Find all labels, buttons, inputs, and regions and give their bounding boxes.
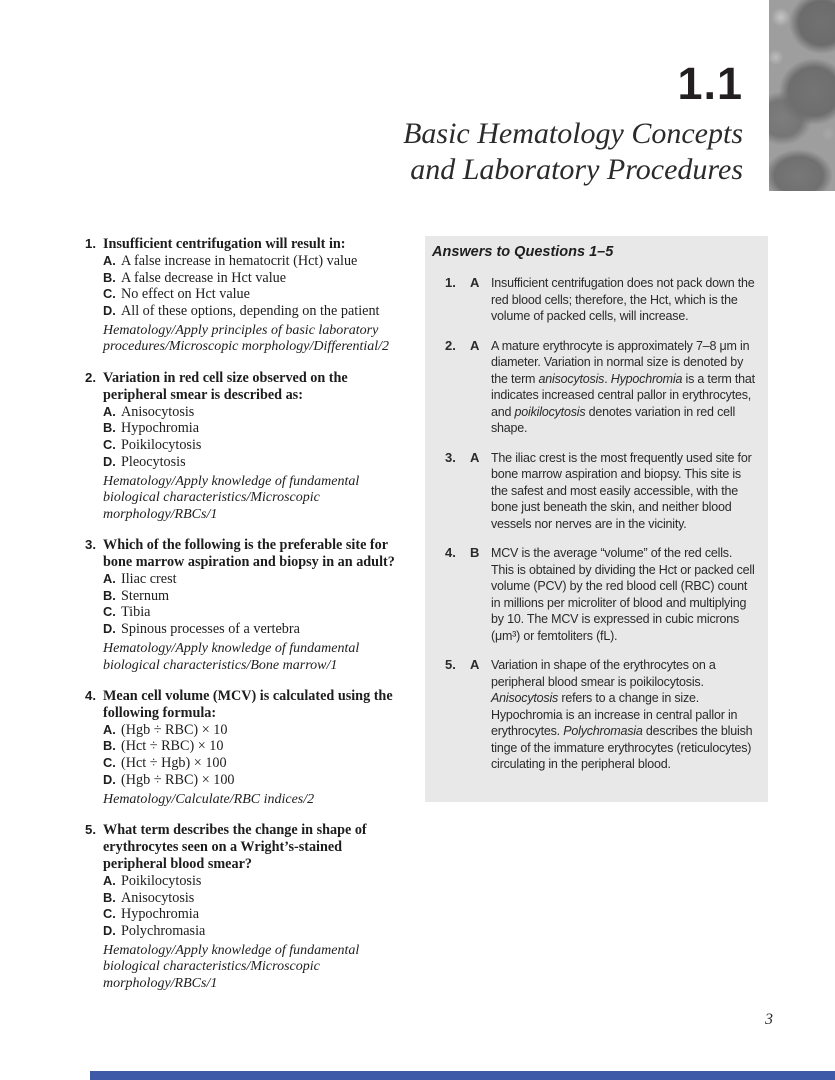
option-b xyxy=(85,420,402,437)
page-number: 3 xyxy=(765,1011,773,1028)
answer-5 xyxy=(445,657,756,773)
option-letter: A. xyxy=(103,570,116,586)
option-d xyxy=(85,923,402,940)
question-stem-text: Variation in red cell size observed on the peripheral smear is described as: xyxy=(103,369,348,403)
answer-number: 3. xyxy=(445,449,456,465)
option-text: Anisocytosis xyxy=(121,889,195,906)
question-number: 2. xyxy=(85,369,96,385)
option-text: (Hgb ÷ RBC) × 10 xyxy=(121,721,228,738)
option-text: Tibia xyxy=(121,604,151,621)
question-stem xyxy=(85,688,402,722)
answer-number: 4. xyxy=(445,545,456,560)
option-letter: D. xyxy=(103,453,116,469)
option-letter: D. xyxy=(103,621,116,637)
answer-4 xyxy=(445,545,756,644)
answer-number: 2. xyxy=(445,337,456,353)
answer-text: Insufficient centrifugation does not pack down the red blood cells; therefore, the Hct, which is the volume of packed cells, will increase. xyxy=(491,276,755,323)
option-b xyxy=(85,890,402,907)
question-classification: Hematology/Apply knowledge of fundamental biological characteristics/Microscopic morphology/RBCs/1 xyxy=(103,942,360,991)
option-c xyxy=(85,286,402,303)
option-c xyxy=(85,906,402,923)
option-c xyxy=(85,755,402,772)
option-a xyxy=(85,404,402,421)
option-b xyxy=(85,270,402,287)
option-text: Hypochromia xyxy=(121,420,200,437)
option-text: No effect on Hct value xyxy=(121,286,250,303)
option-letter: B. xyxy=(103,738,116,754)
option-letter: B. xyxy=(103,587,116,603)
option-letter: C. xyxy=(103,286,116,302)
answer-text: Variation in shape of the erythrocytes on a peripheral blood smear is poikilocytosis. Anisocytosis refers to a change in size. Hypochromia is an increase in central pallor in erythrocytes. Polychromasia describes the bluish tinge of the immature erythrocytes (reticulocytes) circulating in the peripheral blood. xyxy=(491,658,753,771)
option-letter: C. xyxy=(103,604,116,620)
question-5 xyxy=(85,822,402,992)
answer-1 xyxy=(445,275,756,325)
answer-3 xyxy=(445,450,756,533)
option-text: Poikilocytosis xyxy=(121,872,202,889)
option-text: (Hct ÷ RBC) × 10 xyxy=(121,738,224,755)
question-4 xyxy=(85,688,402,808)
content-columns xyxy=(85,236,791,1006)
option-letter: D. xyxy=(103,772,116,788)
option-text: Pleocytosis xyxy=(121,453,186,470)
option-letter: B. xyxy=(103,889,116,905)
answer-number: 5. xyxy=(445,657,456,672)
option-letter: C. xyxy=(103,906,116,922)
option-text: Poikilocytosis xyxy=(121,437,202,454)
option-letter: A. xyxy=(103,872,116,888)
question-stem xyxy=(85,822,402,872)
option-letter: B. xyxy=(103,269,116,285)
option-letter: D. xyxy=(103,303,116,319)
answers-panel xyxy=(425,236,768,802)
question-classification: Hematology/Apply knowledge of fundamental biological characteristics/Microscopic morphology/RBCs/1 xyxy=(103,473,360,522)
option-d xyxy=(85,772,402,789)
question-number: 5. xyxy=(85,822,96,838)
chapter-number: 1.1 xyxy=(677,58,743,109)
question-stem xyxy=(85,370,402,404)
option-text: Polychromasia xyxy=(121,923,206,940)
option-a xyxy=(85,253,402,270)
questions-column xyxy=(85,236,425,1006)
option-c xyxy=(85,604,402,621)
option-letter: D. xyxy=(103,923,116,939)
question-2 xyxy=(85,370,402,523)
chapter-header xyxy=(403,60,743,188)
option-b xyxy=(85,738,402,755)
option-letter: A. xyxy=(103,403,116,419)
question-classification: Hematology/Apply knowledge of fundamental biological characteristics/Bone marrow/1 xyxy=(103,641,360,673)
option-b xyxy=(85,588,402,605)
option-d xyxy=(85,621,402,638)
option-text: All of these options, depending on the patient xyxy=(121,303,380,320)
option-text: (Hgb ÷ RBC) × 100 xyxy=(121,772,235,789)
question-classification: Hematology/Apply principles of basic laboratory procedures/Microscopic morphology/Differential/2 xyxy=(103,322,390,355)
question-stem-text: Mean cell volume (MCV) is calculated using the following formula: xyxy=(103,688,393,721)
answer-letter: A xyxy=(470,449,480,465)
answer-letter: A xyxy=(470,337,480,353)
answers-heading: Answers to Questions 1–5 xyxy=(432,244,614,260)
answer-letter: B xyxy=(470,545,480,560)
option-text: (Hct ÷ Hgb) × 100 xyxy=(121,755,227,772)
question-stem xyxy=(85,236,402,253)
answer-letter: A xyxy=(470,657,480,672)
question-stem xyxy=(85,537,402,571)
answer-text: MCV is the average “volume” of the red cells. This is obtained by dividing the Hct or packed cell volume (PCV) by the red blood cell (RBC) count in millions per microliter of blood and multiplying by 10. The MCV is expressed in cubic microns (μm³) or femtoliters (fL). xyxy=(491,546,755,643)
answer-number: 1. xyxy=(445,275,456,290)
question-stem-text: Insufficient centrifugation will result in: xyxy=(103,236,346,252)
option-text: Anisocytosis xyxy=(121,403,195,420)
question-stem-text: What term describes the change in shape of erythrocytes seen on a Wright’s-stained peripheral blood smear? xyxy=(103,822,367,872)
option-text: Sternum xyxy=(121,587,170,604)
option-letter: A. xyxy=(103,252,116,268)
question-1 xyxy=(85,236,402,356)
question-3 xyxy=(85,537,402,674)
option-text: A false decrease in Hct value xyxy=(121,269,287,286)
option-text: Iliac crest xyxy=(121,570,177,587)
option-letter: C. xyxy=(103,755,116,771)
chapter-title-line2: and Laboratory Procedures xyxy=(410,153,743,186)
option-letter: C. xyxy=(103,437,116,453)
chapter-title-line1: Basic Hematology Concepts xyxy=(403,117,743,150)
question-number: 4. xyxy=(85,688,96,704)
blood-cells-photo xyxy=(769,0,835,191)
option-a xyxy=(85,571,402,588)
option-letter: B. xyxy=(103,420,116,436)
option-text: A false increase in hematocrit (Hct) value xyxy=(121,252,358,269)
option-text: Hypochromia xyxy=(121,906,200,923)
question-classification: Hematology/Calculate/RBC indices/2 xyxy=(103,791,315,807)
answer-2 xyxy=(445,338,756,437)
footer-rule xyxy=(90,1071,835,1080)
question-number: 1. xyxy=(85,236,96,251)
answer-letter: A xyxy=(470,275,480,290)
answer-text: A mature erythrocyte is approximately 7–8 μm in diameter. Variation in normal size is denoted by the term anisocytosis. Hypochromia is a term that indicates increased central pallor in erythrocytes, and poikilocytosis denotes variation in red cell shape. xyxy=(491,338,755,435)
option-a xyxy=(85,722,402,739)
option-letter: A. xyxy=(103,721,116,737)
question-stem-text: Which of the following is the preferable site for bone marrow aspiration and biopsy in an adult? xyxy=(103,537,395,571)
option-d xyxy=(85,303,402,320)
chapter-title xyxy=(403,116,743,188)
option-d xyxy=(85,454,402,471)
answer-text: The iliac crest is the most frequently used site for bone marrow aspiration and biopsy. This site is the safest and most easily accessible, with the bone just beneath the skin, and neither blood vessels nor nerves are in the vicinity. xyxy=(491,450,752,531)
question-number: 3. xyxy=(85,537,96,553)
option-a xyxy=(85,873,402,890)
option-text: Spinous processes of a vertebra xyxy=(121,621,300,638)
option-c xyxy=(85,437,402,454)
